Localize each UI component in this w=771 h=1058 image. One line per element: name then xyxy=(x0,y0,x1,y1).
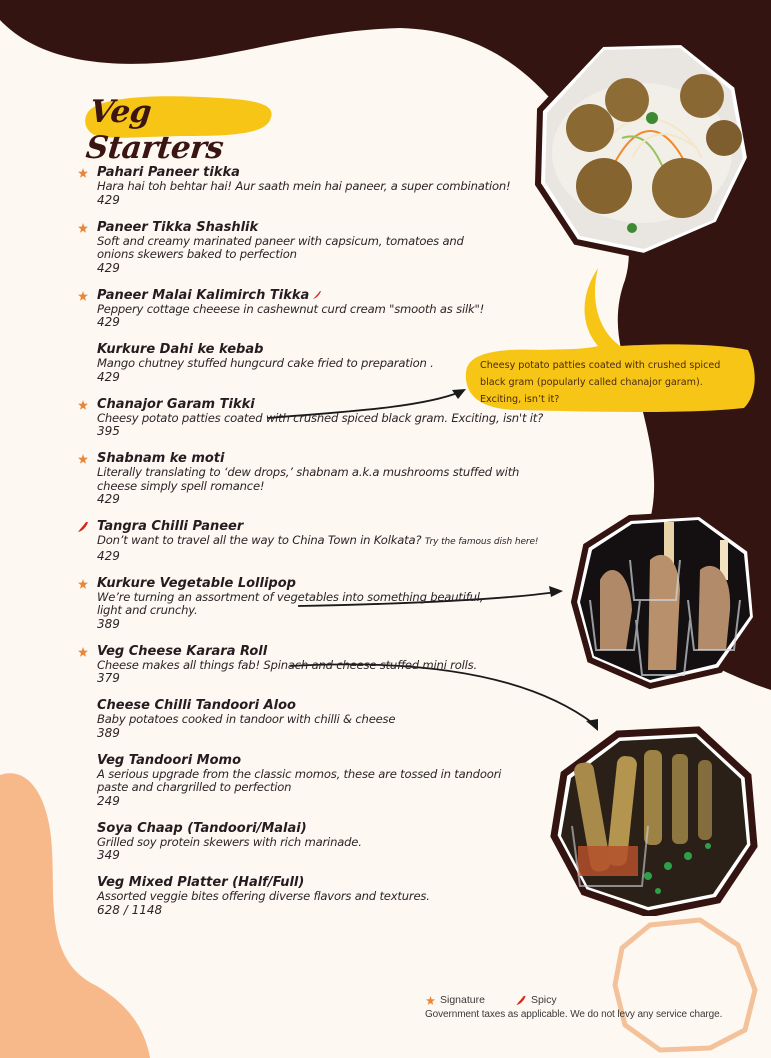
item-name: Kurkure Dahi ke kebab xyxy=(97,342,264,357)
item-description: Cheese makes all things fab! Spinach and cheese stuffed mini rolls. xyxy=(97,657,478,672)
item-description-line: We’re turning an assortment of vegetables into something beautiful, xyxy=(97,589,484,604)
item-name: Chanajor Garam Tikki xyxy=(97,396,255,412)
item-price: 429 xyxy=(97,492,120,506)
item-description: Assorted veggie bites offering diverse flavors and textures. xyxy=(97,889,430,903)
item-price: 379 xyxy=(97,671,120,685)
kurkure-vegetable-lollipop-photo xyxy=(570,510,760,690)
item-description-line: onions skewers baked to perfection xyxy=(97,247,297,261)
item-name: Kurkure Vegetable Lollipop xyxy=(97,575,296,591)
signature-star-icon xyxy=(77,578,89,590)
item-description-line: paste and chargrilled to perfection xyxy=(97,780,292,794)
menu-item xyxy=(74,822,594,863)
item-name: Veg Mixed Platter (Half/Full) xyxy=(97,875,305,890)
signature-star-icon xyxy=(77,646,89,658)
page-title: Veg Starters xyxy=(84,94,225,166)
item-name-text: Paneer Malai Kalimirch Tikka xyxy=(97,287,310,303)
item-description: Cheesy potato patties coated with crushed spiced black gram. Exciting, isn't it? xyxy=(97,410,544,425)
menu-item xyxy=(74,221,594,275)
signature-star-icon xyxy=(77,222,89,234)
section-title xyxy=(80,90,280,166)
callout-bubble xyxy=(480,357,750,408)
item-name: Veg Tandoori Momo xyxy=(97,752,242,768)
item-price: 628 / 1148 xyxy=(97,902,163,917)
spicy-chili-icon xyxy=(77,521,89,533)
menu-item xyxy=(74,520,594,563)
item-price: 429 xyxy=(97,548,120,563)
item-description-line: cheese simply spell romance! xyxy=(97,478,265,493)
menu-item xyxy=(74,577,594,631)
menu-item xyxy=(74,876,594,917)
item-description xyxy=(97,534,594,550)
signature-star-icon xyxy=(77,290,89,302)
item-price: 349 xyxy=(97,848,120,862)
item-price: 395 xyxy=(97,424,120,438)
item-description: Peppery cottage cheeese in cashewnut curd cream "smooth as silk"! xyxy=(97,301,485,316)
menu-item xyxy=(74,699,594,740)
callout-line: black gram (popularly called chanajor garam). xyxy=(480,377,703,388)
item-description-line: Literally translating to ‘dew drops,’ shabnam a.k.a mushrooms stuffed with xyxy=(97,465,520,479)
spicy-chili-icon xyxy=(312,290,322,300)
item-price: 249 xyxy=(97,793,120,808)
item-name xyxy=(97,289,594,303)
item-name: Soya Chaap (Tandoori/Malai) xyxy=(97,820,307,836)
item-description-line: light and crunchy. xyxy=(97,603,198,617)
item-price: 429 xyxy=(97,369,120,384)
item-name: Veg Cheese Karara Roll xyxy=(97,643,268,659)
item-name: Pahari Paneer tikka xyxy=(97,165,240,180)
item-description-line: Soft and creamy marinated paneer with capsicum, tomatoes and xyxy=(97,233,464,248)
signature-star-icon xyxy=(77,453,89,465)
item-price: 429 xyxy=(97,260,120,275)
menu-item xyxy=(74,166,594,207)
item-name: Shabnam ke moti xyxy=(97,451,225,466)
item-name: Paneer Tikka Shashlik xyxy=(97,219,259,235)
item-description-small: Try the famous dish here! xyxy=(424,537,539,547)
item-name: Cheese Chilli Tandoori Aloo xyxy=(97,698,296,713)
menu-item xyxy=(74,289,594,330)
menu-item xyxy=(74,754,594,808)
item-price: 389 xyxy=(97,616,120,631)
item-price: 389 xyxy=(97,725,120,740)
menu-list xyxy=(74,166,594,917)
menu-item xyxy=(74,452,594,506)
legend-footer xyxy=(425,993,722,1020)
octagon-outline-decoration xyxy=(615,920,755,1050)
menu-item xyxy=(74,645,594,686)
item-description: Baby potatoes cooked in tandoor with chilli & cheese xyxy=(97,712,396,726)
item-price: 429 xyxy=(97,192,120,207)
item-description: Hara hai toh behtar hai! Aur saath mein hai paneer, a super combination! xyxy=(97,179,511,193)
item-description: Mango chutney stuffed hungcurd cake fried to preparation . xyxy=(97,356,434,370)
item-name: Tangra Chilli Paneer xyxy=(97,519,244,534)
item-description: Grilled soy protein skewers with rich marinade. xyxy=(97,834,362,849)
legend-spicy-label: Spicy xyxy=(530,994,557,1006)
signature-star-icon xyxy=(77,167,89,179)
item-price: 429 xyxy=(97,315,120,329)
taxes-note: Government taxes as applicable. We do not levy any service charge. xyxy=(425,1009,723,1020)
callout-line: Exciting, isn’t it? xyxy=(480,394,560,405)
signature-star-icon xyxy=(425,995,436,1006)
spicy-chili-icon xyxy=(515,995,527,1006)
item-description-text: Don’t want to travel all the way to China Town in Kolkata? xyxy=(97,533,422,547)
signature-star-icon xyxy=(77,399,89,411)
callout-line: Cheesy potato patties coated with crushed spiced xyxy=(480,360,721,371)
item-description-line: A serious upgrade from the classic momos, these are tossed in tandoori xyxy=(97,766,502,781)
legend-signature-label: Signature xyxy=(440,994,485,1006)
